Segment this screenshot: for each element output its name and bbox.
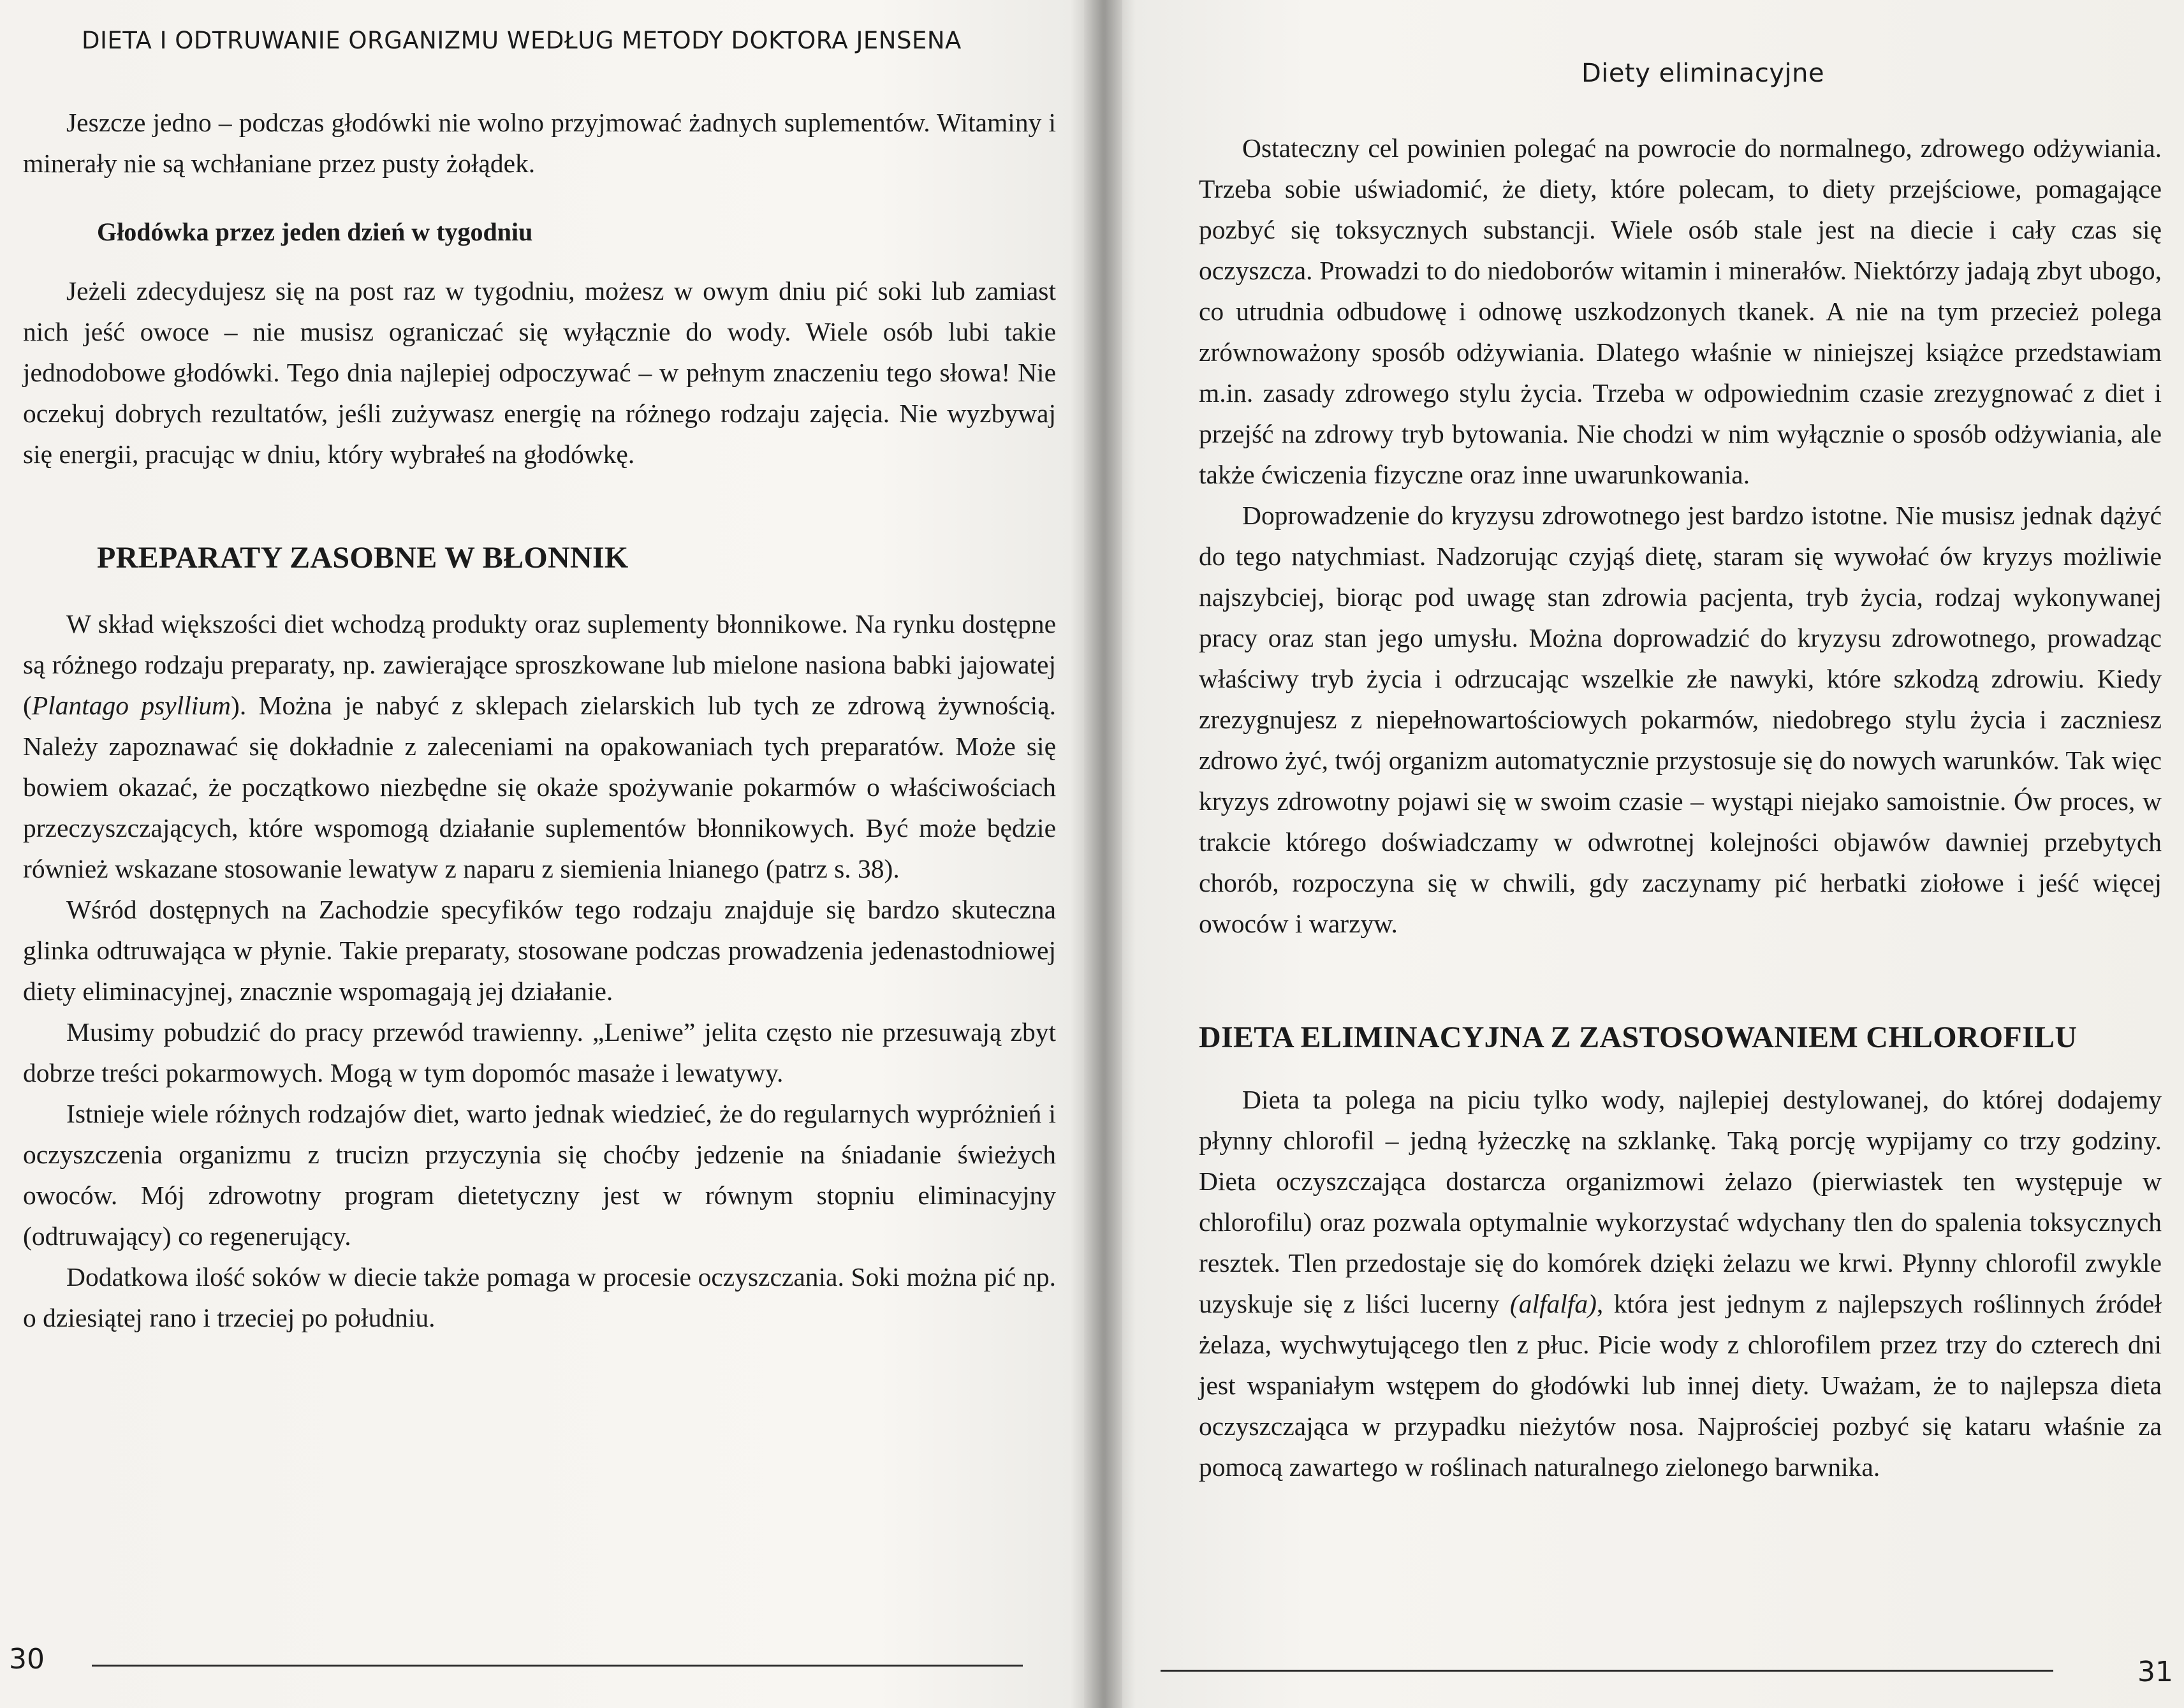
left-page-body [23, 102, 1056, 1338]
paragraph: Jeżeli zdecydujesz się na post raz w tygodniu, możesz w owym dniu pić soki lub zamiast nich jeść owoce – nie musisz ograniczać się wyłącznie do wody. Wiele osób lubi takie jednodobowe głodówki. Tego dnia najlepiej odpoczywać – w pełnym znaczeniu tego słowa! Nie oczekuj dobrych rezultatów, jeśli zużywasz energię na różnego rodzaju zajęcia. Nie wyzbywaj się energii, pracując w dniu, który wybrałeś na głodówkę. [23, 276, 1056, 469]
page-number-right: 31 [2137, 1656, 2173, 1688]
text-run: W skład większości diet wchodzą produkty oraz suplementy błonnikowe. Na rynku dostępne są różnego rodzaju preparaty, np. zawierające sproszkowane lub mielone nasiona babki jajowatej ( [23, 609, 1056, 720]
text-run: ). Można je nabyć z sklepach zielarskich lub tych ze zdrową żywnością. Należy zapoznawać się dokładnie z zaleceniami na opakowaniach tych preparatów. Może się bowiem okazać, że początkowo niezbędne się okaże spożywanie pokarmów o właściwościach przeczyszczających, które wspomogą działanie suplementów błonnikowych. Być może będzie również wskazane stosowanie lewatyw z naparu z siemienia lnianego (patrz s. 38). [23, 691, 1056, 883]
paragraph [23, 603, 1056, 889]
paragraph: Doprowadzenie do kryzysu zdrowotnego jest bardzo istotne. Nie musisz jednak dążyć do tego natychmiast. Nadzorując czyjąś dietę, staram się wywołać ów kryzys możliwie najszybciej, biorąc pod uwagę stan zdrowia pacjenta, tryb życia, rodzaj wykonywanej pracy oraz stan jego umysłu. Można doprowadzić do kryzysu zdrowotnego, prowadząc właściwy tryb życia i odrzucając wszelkie złe nawyki, które szkodzą zdrowiu. Kiedy zrezygnujesz z niepełnowartościowych pokarmów, niedobrego stylu życia i zaczniesz zdrowo żyć, twój organizm automatycznie przystosuje się do nowych warunków. Tak więc kryzys zdrowotny pojawi się w swoim czasie – wystąpi niejako samoistnie. Ów proces, w trakcie którego doświadczamy w odwrotnej kolejności objawów dawniej przebytych chorób, rozpoczyna się w chwili, gdy zaczynamy pić herbatki ziołowe i jeść więcej owoców i warzyw. [1199, 501, 2162, 938]
running-head-right: Diety eliminacyjne [1581, 59, 1825, 88]
right-page-body [1199, 128, 2162, 1487]
text-run: Dieta ta polega na piciu tylko wody, najlepiej destylowanej, do której dodajemy płynny chlorofil – jedną łyżeczkę na szklankę. Taką porcję wypijamy co trzy godziny. Dieta oczyszczająca dostarcza organizmowi żelazo (pierwiastek ten występuje w chlorofilu) oraz pozwala optymalnie wykorzystać wdychany tlen do spalenia toksycznych resztek. Tlen przedostaje się do komórek dzięki żelazu we krwi. Płynny chlorofil zwykle uzyskuje się z liści lucerny [1199, 1085, 2162, 1318]
section-heading: DIETA ELIMINACYJNA Z ZASTOSOWANIEM CHLOROFILU [1199, 1020, 2078, 1054]
page-number-left: 30 [9, 1643, 45, 1675]
footer-rule-left [92, 1665, 1023, 1667]
paragraph [1199, 1079, 2162, 1487]
subheading: Głodówka przez jeden dzień w tygodniu [97, 217, 533, 246]
paragraph: Jeszcze jedno – podczas głodówki nie wolno przyjmować żadnych suplementów. Witaminy i minerały nie są wchłaniane przez pusty żołądek. [23, 108, 1056, 178]
text-run: , która jest jednym z najlepszych roślinnych źródeł żelaza, wychwytującego tlen z płuc. Picie wody z chlorofilem przez trzy do czterech dni jest wspaniałym wstępem do głodówki lub innej diety. Uważam, że to najlepsza dieta oczyszczająca w przypadku nieżytów nosa. Najprościej pozbyć się kataru właśnie za pomocą zawartego w roślinach naturalnego zielonego barwnika. [1199, 1289, 2162, 1482]
running-head-left: DIETA I ODTRUWANIE ORGANIZMU WEDŁUG METODY DOKTORA JENSENA [82, 27, 962, 54]
gutter-shadow [1084, 0, 1122, 1708]
paragraph: Wśród dostępnych na Zachodzie specyfików tego rodzaju znajduje się bardzo skuteczna glinka odtruwająca w płynie. Takie preparaty, stosowane podczas prowadzenia jedenastodniowej diety eliminacyjnej, znacznie wspomagają jej działanie. [23, 895, 1056, 1006]
right-page [1122, 0, 2184, 1708]
italic-term: Plantago psyllium [31, 691, 231, 720]
left-page [0, 0, 1084, 1708]
footer-rule-right [1161, 1670, 2053, 1672]
paragraph: Musimy pobudzić do pracy przewód trawienny. „Leniwe” jelita często nie przesuwają zbyt dobrze treści pokarmowych. Mogą w tym dopomóc masaże i lewatywy. [23, 1017, 1056, 1087]
italic-term: (alfalfa) [1509, 1289, 1597, 1318]
paragraph: Ostateczny cel powinien polegać na powrocie do normalnego, zdrowego odżywiania. Trzeba sobie uświadomić, że diety, które polecam, to diety przejściowe, pomagające pozbyć się toksycznych substancji. Wiele osób stale jest na diecie i cały czas się oczyszcza. Prowadzi to do niedoborów witamin i minerałów. Niektórzy jadają zbyt ubogo, co utrudnia odbudowę i odnowę uszkodzonych tkanek. A nie na tym przecież polega zrównoważony sposób odżywiania. Dlatego właśnie w niniejszej książce przedstawiam m.in. zasady zdrowego stylu życia. Trzeba w odpowiednim czasie zrezygnować z diet i przejść na zdrowy tryb bytowania. Nie chodzi w nim wyłącznie o sposób odżywiania, ale także ćwiczenia fizyczne oraz inne uwarunkowania. [1199, 133, 2162, 489]
paragraph: Dodatkowa ilość soków w diecie także pomaga w procesie oczyszczania. Soki można pić np. o dziesiątej rano i trzeciej po południu. [23, 1262, 1056, 1332]
paragraph: Istnieje wiele różnych rodzajów diet, warto jednak wiedzieć, że do regularnych wypróżnień i oczyszczenia organizmu z trucizn przyczynia się choćby jedzenie na śniadanie świeżych owoców. Mój zdrowotny program dietetyczny jest w równym stopniu eliminacyjny (odtruwający) co regenerujący. [23, 1099, 1056, 1251]
section-heading: PREPARATY ZASOBNE W BŁONNIK [97, 541, 629, 575]
